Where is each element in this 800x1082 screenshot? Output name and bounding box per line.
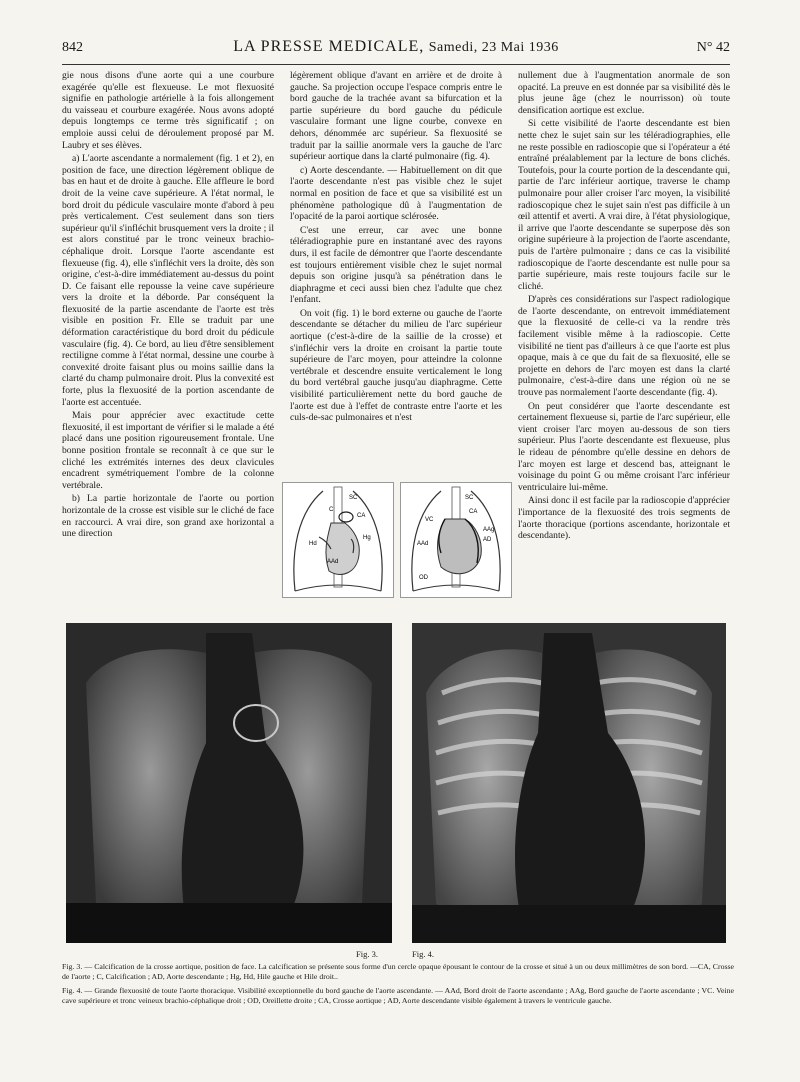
paragraph: a) L'aorte ascendante a normalement (fig. 1 et 2), en position de face, une direction légèrement oblique de bas en haut et de droite à gauche. Elle affleure le bord droit de la veine cave supérieure. A l'état normal, le bord droit du pédicule vasculaire monte d'abord à peu près verticalement. C'est seulement dans son tiers supérieur qu'il s'infléchit brusquement vers la droite ; il est alors constitué par le tronc veineux brachio-céphalique droit. Lorsque l'aorte ascendante est flexueuse (fig. 4), elle s'infléchit vers la droite, dès son origine, c'est-à-dire immédiatement au-dessus du point D. Ce faisant elle repousse la veine cave supérieure vers la droite et la déborde. Par conséquent la flexuosité de la partie ascendante de l'aorte est très visible en position Fr. Elle se traduit par une déformation caractéristique du bord droit du pédicule vasculaire (fig. 4). Ce bord, au lieu d'être sensiblement rectiligne comme à l'état normal, dessine une courbe à convexité droite faisant plus ou moins saillie dans la clarté du champ pulmonaire droit. Plus la convexité est forte, plus la flexuosité de la portion ascendante de l'aorte est accentuée. — [62, 153, 274, 408]
journal-title — [62, 38, 730, 56]
diagram-label: Hg — [363, 535, 371, 541]
diagram-label: CA — [357, 513, 366, 519]
text-column-1 — [62, 70, 274, 542]
chest-schematic-fig3 — [283, 483, 393, 597]
issue-date: Samedi, 23 Mai 1936 — [428, 40, 559, 55]
issue-number: N° 42 — [696, 40, 730, 55]
diagram-label: OD — [419, 575, 428, 581]
header-rule — [62, 64, 730, 65]
paragraph: D'après ces considérations sur l'aspect radiologique de l'aorte descendante, on entrevoit immédiatement que la flexuosité de celle-ci va la rendre très facilement visible même à la radioscopie. Cette visibilité ne tient pas d'ailleurs à ce que l'aorte est plus opaque, mais à ce que du fait de sa flexuosité, elle se projette en dehors de l'arc moyen est dans la clarté pulmonaire, c'est-à-dire dans une région où ne se trouve pas normalement l'aorte descendante (fig. 4). — [518, 294, 730, 399]
paragraph: C'est une erreur, car avec une bonne téléradiographie pure en instantané avec des rayons durs, il est facile de démontrer que l'aorte descendante est toujours entièrement visible chez le sujet normal depuis son origine jusqu'à sa pénétration dans le diaphragme et ceci aussi bien chez l'adulte que chez l'enfant. — [290, 224, 502, 306]
diagram-label: AAd — [417, 541, 429, 547]
paragraph: Mais pour apprécier avec exactitude cette flexuosité, il est important de vérifier si le malade a été placé dans une position rigoureusement frontale. Une bonne position frontale se reconnaît à ce que sur le cliché les extrémités internes des deux clavicules encadrent symétriquement l'ombre de la colonne vertébrale. — [62, 410, 274, 491]
chest-xray-image-fig4 — [412, 623, 726, 943]
xray-fig4 — [412, 623, 726, 943]
paragraph: c) Aorte descendante. — Habituellement on dit que l'aorte descendante n'est pas visible chez le sujet normal en position de face et que sa visibilité est un phénomène pathologique dû à l'augmentation de l'opacité de la paroi aortique sclérosée. — [290, 164, 502, 223]
xray-fig3 — [66, 623, 392, 943]
diagram-fig4 — [400, 482, 512, 598]
diagram-fig3 — [282, 482, 394, 598]
figure-label-fig4: Fig. 4. — [412, 949, 434, 959]
paragraph: nullement due à l'augmentation anormale de son opacité. La preuve en est donnée par sa visibilité dès le plus jeune âge (chez le nourrisson) où toute densification aortique est exclue. — [518, 70, 730, 116]
chest-xray-image-fig3 — [66, 623, 392, 943]
diagram-label: CA — [469, 509, 478, 515]
paragraph: On peut considérer que l'aorte descendante est certainement flexueuse si, partie de l'arc supérieur, elle vient croiser l'arc moyen au-dessous de son tiers supérieur. Plus l'aorte descendante est flexueuse, plus le rideau de pénombre qu'elle dessine en dehors de l'arc moyen est large et descend bas, atteignant le voisinage du point G ou même croisant l'arc inférieur ventriculaire lui-même. — [518, 400, 730, 493]
schematic-diagrams — [282, 482, 510, 596]
journal-name: LA PRESSE MEDICALE, — [233, 38, 425, 55]
paragraph: Ainsi donc il est facile par la radioscopie d'apprécier l'importance de la flexuosité des trois segments de l'aorte thoracique (portions ascendante, horizontale et descendante). — [518, 495, 730, 542]
paragraph: On voit (fig. 1) le bord externe ou gauche de l'aorte descendante se détacher du milieu de l'arc supérieur aortique (c'est-à-dire de la saillie de la crosse) et s'infléchir vers la droite en croisant la partie toute supérieure de l'arc moyen, pour atteindre la colonne vertébrale et descendre ensuite verticalement le long du bord vertébral gauche jusqu'au diaphragme. Cette visibilité particulièrement nette du bord gauche de l'aorte est due à l'effet de contraste entre l'aorte et les culs-de-sac pulmonaires et n'est — [290, 307, 502, 424]
diagram-label: SC — [349, 495, 358, 501]
diagram-label: AAd — [327, 559, 339, 565]
diagram-label: SC — [465, 495, 474, 501]
diagram-label: AAg — [483, 527, 495, 533]
figure-label-fig3: Fig. 3. — [356, 949, 378, 959]
paragraph: b) La partie horizontale de l'aorte ou portion horizontale de la crosse est visible sur le cliché de face en raccourci. A vrai dire, son grand axe horizontal a une direction — [62, 493, 274, 540]
diagram-label: AD — [483, 537, 492, 543]
diagram-label: VC — [425, 517, 434, 523]
caption-fig3: Fig. 3. — Calcification de la crosse aortique, position de face. La calcification se présente sous forme d'un cercle opaque épousant le contour de la crosse et situé à un ou deux millimètres de son bord. —CA, Crosse de l'aorte ; C, Calcification ; AD, Aorte descendante ; Hg, Hd, Hile gauche et Hile droit.. — [62, 962, 734, 981]
page-number: 842 — [62, 40, 83, 55]
paragraph: gie nous disons d'une aorte qui a une courbure exagérée qu'elle est flexueuse. Le mot flexuosité signifie en pathologie artérielle à la fois allongement du vaisseau et courbure exagérée. Nous avons adopté depuis longtemps ce terme très significatif ; on emploie aussi celui de déroulement proposé par M. Laubry et ses élèves. — [62, 70, 274, 151]
paragraph: légèrement oblique d'avant en arrière et de droite à gauche. Sa projection occupe l'espace compris entre le bord gauche de la trachée avant sa bifurcation et la partie supérieure du bord gauche du pédicule vasculaire formant une ligne courbe, convexe en dehors, dénommée arc supérieur. Sa flexuosité se traduit par la saillie anormale vers la gauche de l'arc supérieur aortique dans la clarté pulmonaire (fig. 4). — [290, 70, 502, 163]
text-column-3 — [518, 70, 730, 544]
diagram-label: C — [329, 507, 334, 513]
chest-schematic-fig4 — [401, 483, 511, 597]
diagram-label: Hd — [309, 541, 317, 547]
paragraph: Si cette visibilité de l'aorte descendante est bien nette chez le sujet sain sur les téléradiographies, elle ne reste possible en radioscopie que si l'opérateur a été entraîné préalablement par la lecture de bons clichés. Toutefois, pour la courte portion de la descendante qui, partie de l'arc inférieur aortique, traverse le champ pulmonaire pour aller croiser l'arc moyen, la visibilité radioscopique chez le sujet sain n'est pas difficile à un œil attentif et averti. A vrai dire, à l'état physiologique, il arrive que l'aorte descendante se superpose dès son origine supérieure à la projection de l'aorte ascendante, puis de l'artère pulmonaire ; dans ce cas la visibilité radioscopique de l'aorte descendante est nulle pour sa partie supérieure, mais reste toujours facile sur le cliché. — [518, 118, 730, 292]
page-header — [62, 38, 730, 60]
text-column-2 — [290, 70, 502, 426]
caption-fig4: Fig. 4. — Grande flexuosité de toute l'aorte thoracique. Visibilité exceptionnelle du bord gauche de l'aorte ascendante. — AAd, Bord droit de l'aorte ascendante ; AAg, Bord gauche de l'aorte ascendante ; VC. Veine cave supérieure et tronc veineux brachio-céphalique droit ; OD, Oreillette droite ; CA, Crosse aortique ; AD, Aorte descendante visible également à travers le ventricule gauche. — [62, 986, 734, 1005]
